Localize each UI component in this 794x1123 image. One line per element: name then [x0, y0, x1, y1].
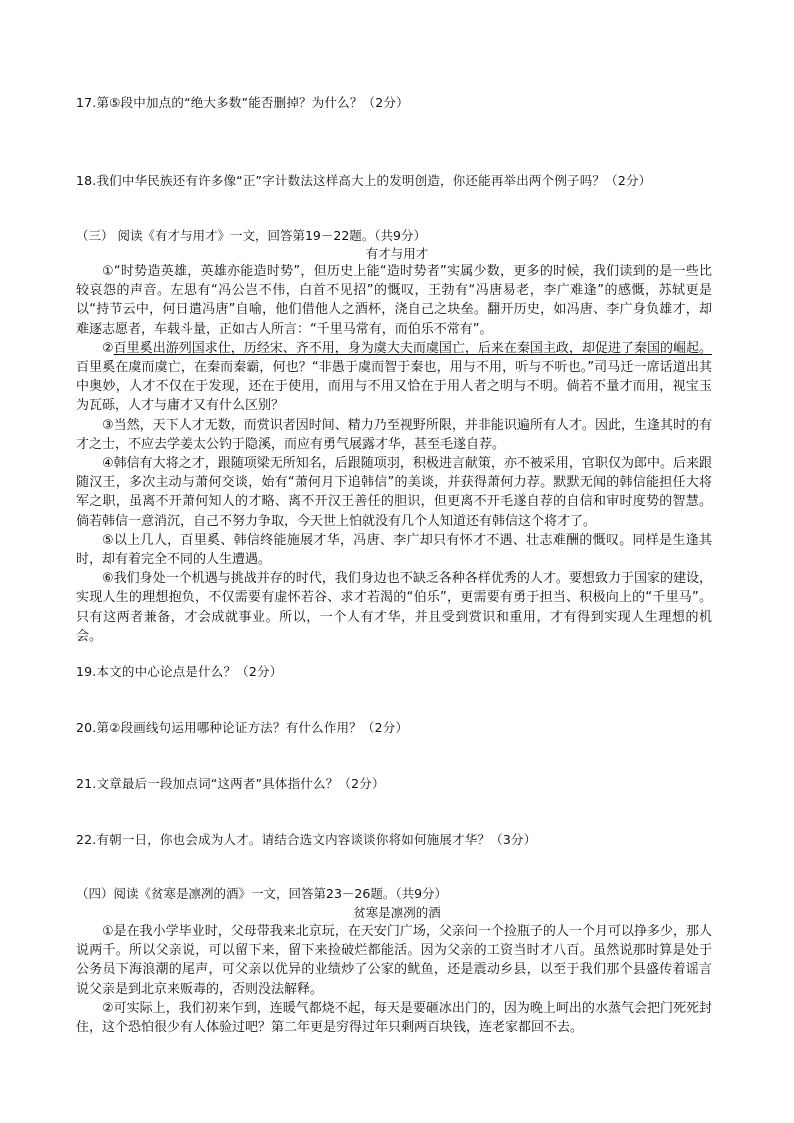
question-22: 22.有朝一日，你也会成为人才。请结合选文内容谈谈你将如何施展才华？（3分）: [76, 832, 537, 847]
paragraph-1: ①是在我小学毕业时，父母带我来北京玩，在天安门广场，父亲问一个捡瓶子的人一个月可以挣多少，那人说两千。所以父亲说，可以留下来，留下来捡破烂都能活。因为父亲的工资当时才八百。虽然说那时算是处于公务员下海浪潮的尾声，可父亲以优异的业绩炒了公家的鱿鱼，还是震动乡县，以至于我们那个县盛传着谣言说父亲是到北京来贩毒的，否则没法解释。: [76, 924, 712, 997]
section-4-title: 贫寒是凛冽的酒: [353, 905, 441, 920]
paragraph-2: ②百里奚出游列国求仕，历经宋、齐不用，身为虞大夫而虞国亡，后来在秦国主政，却促进了秦国的崛起。百里奚在虞而虞亡，在秦而秦霸，何也？“非愚于虞而智于秦也，用与不用，听与不听也。”司马迁一席话道出其中奥妙，人才不仅在于发现，还在于使用，而用与不用又恰在于用人者之明与不明。倘若不量才而用，视宝玉为瓦砾，人才与庸才又有什么区别？: [76, 340, 712, 414]
question-19: 19.本文的中心论点是什么？（2分）: [76, 664, 283, 679]
section-3-heading: （三） 阅读《有才与用才》一文，回答第19－22题。（共9分）: [76, 228, 426, 243]
question-20: 20.第②段画线句运用哪种论证方法？有什么作用？（2分）: [76, 720, 409, 735]
question-21: 21.文章最后一段加点词“这两者”具体指什么？（2分）: [76, 776, 385, 791]
paragraph-1: ①“时势造英雄，英雄亦能造时势”，但历史上能“造时势者”实属少数，更多的时候，我们读到的是一些比较哀怨的声音。左思有“冯公岂不伟，白首不见招”的慨叹，王勃有“冯唐易老，李广难逢”的感慨，苏轼更是以“持节云中，何日遣冯唐”自喻，他们借他人之酒杯，浇自己之块垒。翻开历史，如冯唐、李广身负雄才，却难逐志愿者，车载斗量，正如古人所言：“千里马常有，而伯乐不常有”。: [76, 264, 712, 337]
paragraph-2: ②可实际上，我们初来乍到，连暖气都烧不起，每天是要砸冰出门的，因为晚上呵出的水蒸气会把门死死封住，这个恐怕很少有人体验过吧？第二年更是穷得过年只剩两百块钱，连老家都回不去。: [76, 1000, 712, 1036]
underlined-sentence-part-1: 百里奚出游列国求仕，历经宋、齐不用，: [113, 340, 348, 356]
section-4-heading: （四）阅读《贫寒是凛冽的酒》一文，回答第23－26题。（共9分）: [76, 886, 448, 901]
question-18: 18.我们中华民族还有许多像“正”字计数法这样高大上的发明创造，你还能再举出两个例子吗？（2分）: [76, 173, 652, 188]
underlined-sentence-part-2: 身为虞大夫而虞国亡，后来在秦国主政，却促进了秦国的崛起。: [347, 340, 712, 356]
section-4-passage: [76, 922, 712, 1037]
paragraph-4: ④韩信有大将之才，跟随项梁无所知名，后跟随项羽，积极进言献策，亦不被采用，官职仅为郎中。后来跟随汉王，多次主动与萧何交谈，始有“萧何月下追韩信”的美谈，并获得萧何力荐。默默无闻的韩信能担任大将军之职，虽离不开萧何知人的才略、离不开汉王善任的胆识，但更离不开毛遂自荐的自信和审时度势的智慧。倘若韩信一意消沉，自己不努力争取，今天世上怕就没有几个人知道还有韩信这个将才了。: [76, 456, 712, 529]
section-3-title: 有才与用才: [365, 246, 429, 261]
paragraph-2-rest: 百里奚在虞而虞亡，在秦而秦霸，何也？“非愚于虞而智于秦也，用与不用，听与不听也。”司马迁一席话道出其中奥妙，人才不仅在于发现，还在于使用，而用与不用又恰在于用人者之明与不明。倘若不量才而用，视宝玉为瓦砾，人才与庸才又有什么区别？: [76, 360, 712, 414]
question-17: 17.第⑤段中加点的“绝大多数”能否删掉？为什么？（2分）: [76, 95, 409, 110]
paragraph-3: ③当然，天下人才无数，而赏识者因时间、精力乃至视野所限，并非能识遍所有人才。因此，生逢其时的有才之士，不应去学姜太公钓于隐溪，而应有勇气展露才华，甚至毛遂自荐。: [76, 417, 712, 452]
section-3-passage: [76, 262, 712, 646]
paragraph-5: ⑤以上几人，百里奚、韩信终能施展才华，冯唐、李广却只有怀才不遇、壮志难酬的慨叹。同样是生逢其时，却有着完全不同的人生遭遇。: [76, 532, 712, 568]
paragraph-6: ⑥我们身处一个机遇与挑战并存的时代，我们身边也不缺乏各种各样优秀的人才。要想致力于国家的建设，实现人生的理想抱负，不仅需要有虚怀若谷、求才若渴的“伯乐”，更需要有勇于担当、积极向上的“千里马”。只有这两者兼备，才会成就事业。所以，一个人有才华，并且受到赏识和重用，才有得到实现人生理想的机会。: [76, 571, 712, 644]
